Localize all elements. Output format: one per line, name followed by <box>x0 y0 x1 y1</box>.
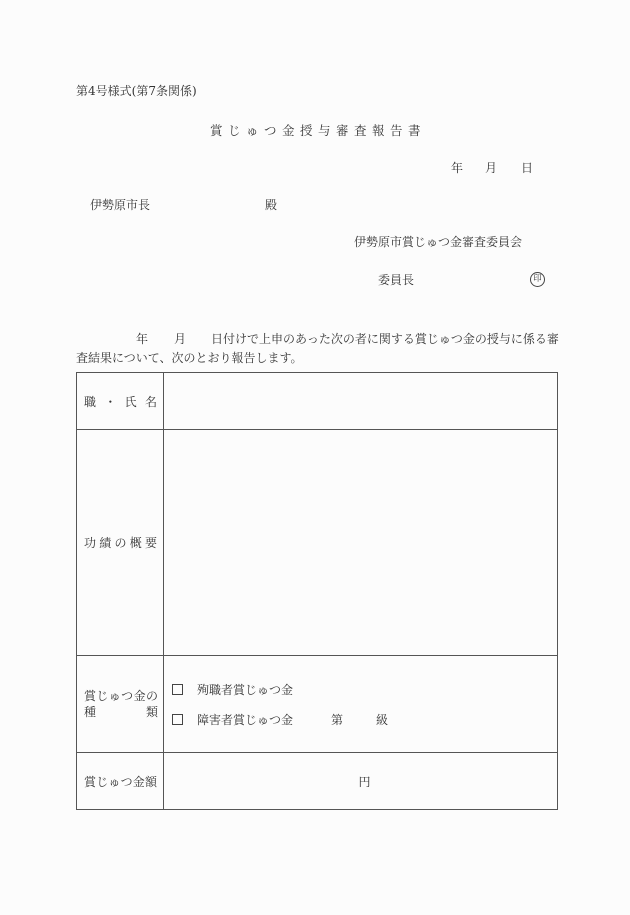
seal-icon: 印 <box>530 272 545 287</box>
option-deceased-label: 殉職者賞じゅつ金 <box>197 682 294 697</box>
name-value-cell[interactable] <box>164 373 558 430</box>
body-month-label: 月 <box>174 332 187 346</box>
addressee-name: 伊勢原市長 <box>90 198 151 212</box>
document-title: 賞じゅつ金授与審査報告書 <box>209 123 426 138</box>
amount-label-cell <box>77 753 164 810</box>
amount-value-cell[interactable] <box>164 753 558 810</box>
name-label: 職 ・ 氏 名 <box>84 394 157 409</box>
date-year-label: 年 <box>451 161 464 175</box>
summary-value-cell[interactable] <box>164 430 558 656</box>
table-row-award-type <box>77 656 558 753</box>
summary-label-cell <box>77 430 164 656</box>
checkbox-deceased-award[interactable] <box>172 684 183 695</box>
grade-suffix: 級 <box>376 712 389 727</box>
report-table <box>76 372 558 810</box>
body-line-1-text: 日付けで上申のあった次の者に関する賞じゅつ金の授与に係る審 <box>211 332 559 346</box>
committee-name: 伊勢原市賞じゅつ金審査委員会 <box>354 235 523 249</box>
option-line-deceased <box>164 681 557 697</box>
date-day-label: 日 <box>521 161 534 175</box>
table-row-award-amount <box>77 753 558 810</box>
chair-title: 委員長 <box>378 273 415 287</box>
option-line-disability <box>164 711 557 727</box>
form-number: 第4号様式(第7条関係) <box>76 84 197 98</box>
body-line-2: 査結果について、次のとおり報告します。 <box>76 351 303 365</box>
type-options-cell <box>164 656 558 753</box>
type-label: 賞 じ ゅ つ 金 の 種 類 <box>84 689 158 719</box>
body-line-1 <box>76 330 560 349</box>
name-label-cell <box>77 373 164 430</box>
amount-label: 賞 じ ゅ つ 金 額 <box>84 774 157 789</box>
addressee-honorific: 殿 <box>265 198 278 212</box>
amount-unit: 円 <box>358 774 371 789</box>
checkbox-disability-award[interactable] <box>172 714 183 725</box>
table-row-achievement-summary <box>77 430 558 656</box>
summary-label: 功 績 の 概 要 <box>84 536 157 550</box>
date-month-label: 月 <box>485 161 498 175</box>
grade-prefix: 第 <box>331 712 344 727</box>
option-disability-label: 障害者賞じゅつ金 <box>197 712 294 727</box>
table-row-name <box>77 373 558 430</box>
body-year-label: 年 <box>136 332 149 346</box>
body-paragraph <box>76 330 560 368</box>
type-label-cell <box>77 656 164 753</box>
